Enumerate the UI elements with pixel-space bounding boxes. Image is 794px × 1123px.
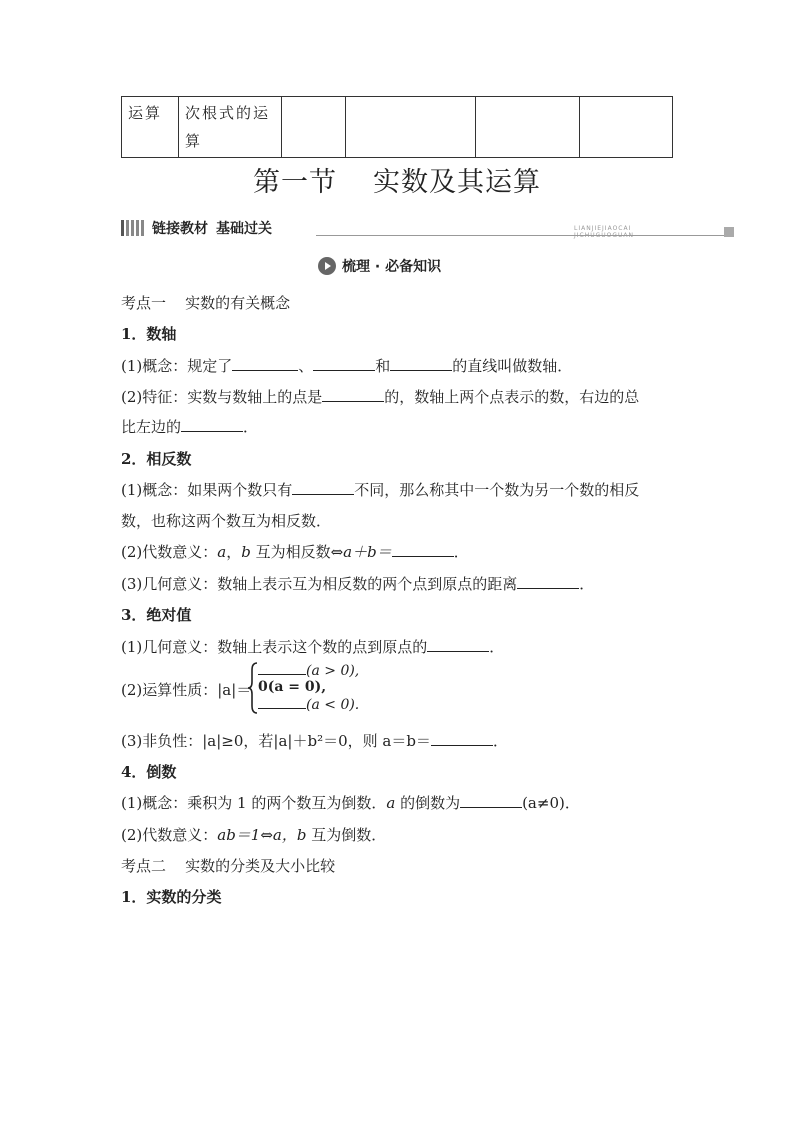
case-row: (a > 0), bbox=[258, 662, 359, 679]
subsection-heading bbox=[318, 256, 441, 276]
banner-bars-icon bbox=[121, 220, 146, 239]
table-cell bbox=[346, 97, 476, 158]
topic-title: 实数的分类及大小比较 bbox=[185, 857, 336, 875]
answer-blank[interactable] bbox=[313, 356, 375, 371]
paragraph: (2)代数意义：ab＝1⇔a，b 互为倒数． bbox=[121, 826, 387, 844]
topic-two-heading bbox=[121, 855, 335, 876]
banner-end-block bbox=[724, 227, 734, 237]
banner-divider bbox=[316, 235, 726, 236]
answer-blank[interactable] bbox=[181, 417, 243, 432]
banner-left: 链接教材 bbox=[152, 221, 208, 237]
table-cell bbox=[476, 97, 580, 158]
table-cell bbox=[580, 97, 673, 158]
paragraph: (1)概念：乘积为 1 的两个数互为倒数．a 的倒数为 (a≠0)． bbox=[121, 794, 580, 812]
section-title: 3．绝对值 bbox=[121, 606, 192, 624]
table-cell bbox=[282, 97, 346, 158]
topic-one-heading bbox=[121, 292, 290, 313]
cases-label: (2)运算性质：|a|＝ bbox=[121, 681, 252, 699]
answer-blank[interactable] bbox=[258, 696, 306, 709]
answer-blank[interactable] bbox=[322, 387, 384, 402]
case-row: 0(a = 0), bbox=[258, 679, 327, 695]
paragraph: (1)概念：规定了 、 和 的直线叫做数轴． bbox=[121, 357, 573, 375]
left-brace-icon bbox=[248, 662, 258, 714]
answer-blank[interactable] bbox=[232, 356, 298, 371]
answer-blank[interactable] bbox=[390, 356, 452, 371]
paragraph: (3)非负性：|a|≥0，若|a|＋b²＝0，则 a＝b＝ ． bbox=[121, 732, 508, 750]
paragraph: 比左边的 ． bbox=[121, 418, 259, 436]
paragraph: (1)几何意义：数轴上表示这个数的点到原点的 ． bbox=[121, 638, 505, 656]
play-icon bbox=[318, 257, 336, 275]
table-cell: 次根式的运算 bbox=[179, 97, 282, 158]
answer-blank[interactable] bbox=[517, 574, 579, 589]
answer-blank[interactable] bbox=[258, 662, 306, 675]
answer-blank[interactable] bbox=[427, 637, 489, 652]
title-right: 实数及其运算 bbox=[373, 167, 541, 198]
answer-blank[interactable] bbox=[392, 542, 454, 557]
paragraph: (2)特征：实数与数轴上的点是 的，数轴上两个点表示的数，右边的总 bbox=[121, 388, 640, 406]
page-title bbox=[0, 160, 794, 199]
case-row: (a < 0). bbox=[258, 696, 359, 713]
banner-pinyin: LIANJIEJIAOCAI JICHUGUOGUAN bbox=[574, 225, 635, 239]
banner-right: 基础过关 bbox=[216, 221, 272, 237]
section-title: 4．倒数 bbox=[121, 763, 177, 781]
section-title: 1．数轴 bbox=[121, 325, 177, 343]
answer-blank[interactable] bbox=[431, 731, 493, 746]
top-table bbox=[121, 96, 673, 158]
table-cell: 运算 bbox=[122, 97, 179, 158]
topic-label: 考点二 bbox=[121, 857, 167, 875]
topic-title: 实数的有关概念 bbox=[185, 294, 291, 312]
title-left: 第一节 bbox=[253, 167, 337, 198]
paragraph: (1)概念：如果两个数只有 不同，那么称其中一个数为另一个数的相反 bbox=[121, 481, 640, 499]
answer-blank[interactable] bbox=[460, 793, 522, 808]
paragraph: (3)几何意义：数轴上表示互为相反数的两个点到原点的距离 ． bbox=[121, 575, 595, 593]
answer-blank[interactable] bbox=[292, 480, 354, 495]
topic-label: 考点一 bbox=[121, 294, 167, 312]
paragraph: (2)代数意义：a，b 互为相反数⇔a＋b＝ ． bbox=[121, 543, 469, 561]
section-title: 1．实数的分类 bbox=[121, 888, 222, 906]
paragraph: 数，也称这两个数互为相反数． bbox=[121, 512, 332, 530]
table-row bbox=[122, 97, 673, 158]
subsection-label: 梳理 · 必备知识 bbox=[342, 259, 442, 275]
section-title: 2．相反数 bbox=[121, 450, 192, 468]
section-banner bbox=[121, 219, 635, 239]
